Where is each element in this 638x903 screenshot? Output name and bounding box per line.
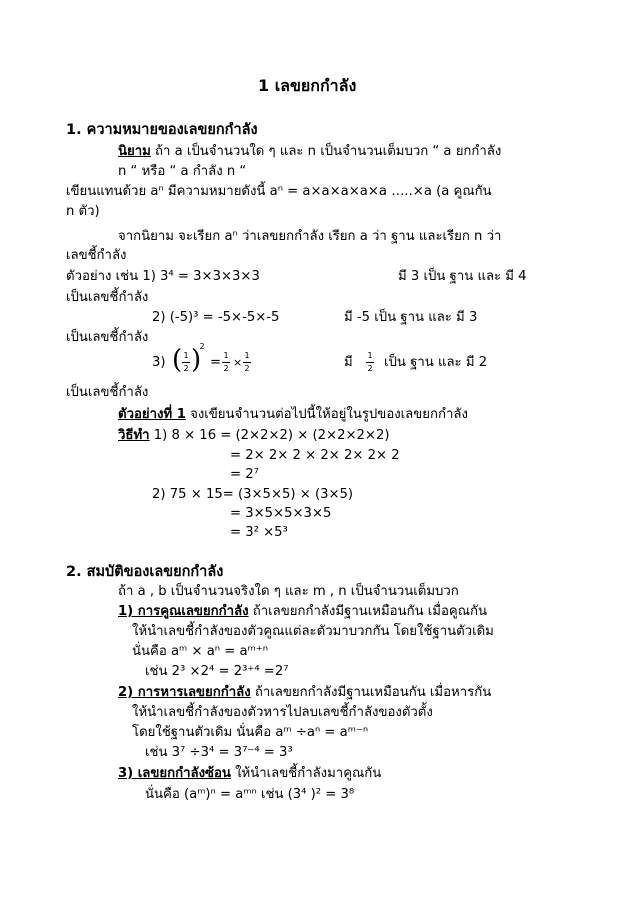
solution-line-1	[118, 427, 390, 445]
property-1-text: ถ้าเลขยกกำลังมีฐานเหมือนกัน เมื่อคูณกัน	[248, 604, 487, 619]
property-3-formula: นั่นคือ (aᵐ)ⁿ = aᵐⁿ เช่น (3⁴ )² = 3⁸	[145, 787, 355, 802]
section-2-heading: 2. สมบัติของเลขยกกำลัง	[66, 564, 224, 580]
example-c-continued: เป็นเลขชี้กำลัง	[66, 385, 149, 400]
solution-line-3: = 2⁷	[230, 467, 259, 482]
property-1-label: 1) การคูณเลขยกกำลัง	[118, 604, 249, 619]
section-1-heading: 1. ความหมายของเลขยกกำลัง	[66, 122, 258, 138]
definition-line-4: n ตัว)	[66, 204, 100, 219]
fraction-numerator: 1	[223, 351, 229, 360]
example-a-result: มี 3 เป็น ฐาน และ มี 4	[398, 269, 527, 284]
terminology-line-1: จากนิยาม จะเรียก aⁿ ว่าเลขยกกำลัง เรียก a ว่า ฐาน และเรียก n ว่า	[118, 229, 502, 244]
property-3-label: 3) เลขยกกำลังซ้อน	[118, 766, 231, 781]
terminology-line-2: เลขชี้กำลัง	[66, 248, 127, 263]
example-b-result: มี -5 เป็น ฐาน และ มี 3	[344, 310, 478, 325]
property-1-heading	[118, 603, 487, 621]
property-1-line-2: ให้นำเลขชี้กำลังของตัวคูณแต่ละตัวมาบวกกัน โดยใช้ฐานตัวเดิม	[132, 624, 494, 639]
example-1-label: ตัวอย่างที่ 1	[118, 407, 186, 422]
solution-line-2: = 2× 2× 2 × 2× 2× 2× 2	[230, 448, 400, 463]
fraction-bar	[222, 362, 230, 363]
definition-line-2: n “ หรือ “ a กำลัง n “	[118, 164, 247, 179]
example-c-exponent: 2	[199, 342, 205, 351]
right-parenthesis: )	[191, 345, 202, 375]
example-c-result-prefix: มี	[344, 355, 353, 370]
times-sign: ×	[233, 356, 243, 369]
fraction-denominator: 2	[223, 364, 229, 373]
example-a: ตัวอย่าง เช่น 1) 3⁴ = 3×3×3×3	[66, 269, 260, 284]
example-c-number: 3)	[152, 355, 166, 370]
fraction-denominator: 2	[244, 364, 250, 373]
definition-line-1	[118, 143, 501, 161]
solution-line-5: = 3×5×5×3×5	[230, 506, 332, 521]
example-1-heading	[118, 406, 468, 424]
section-2-intro: ถ้า a , b เป็นจำนวนจริงใด ๆ และ m , n เป็นจำนวนเต็มบวก	[118, 584, 459, 599]
fraction-denominator: 2	[183, 364, 189, 373]
property-1-formula: นั่นคือ aᵐ × aⁿ = aᵐ⁺ⁿ	[132, 644, 268, 659]
fraction-bar	[182, 362, 190, 363]
property-2-label: 2) การหารเลขยกกำลัง	[118, 685, 251, 700]
solution-line-6: = 3² ×5³	[230, 525, 288, 540]
property-2-heading	[118, 684, 491, 702]
example-c-result: เป็น ฐาน และ มี 2	[384, 355, 488, 370]
property-3-heading	[118, 765, 381, 783]
property-2-line-2: ให้นำเลขชี้กำลังของตัวหารไปลบเลขชี้กำลังของตัวตั้ง	[132, 705, 433, 720]
example-1-instruction: จงเขียนจำนวนต่อไปนี้ให้อยู่ในรูปของเลขยกกำลัง	[185, 407, 468, 422]
solution-line-4: 2) 75 × 15= (3×5×5) × (3×5)	[152, 487, 354, 502]
property-3-text: ให้นำเลขชี้กำลังมาคูณกัน	[230, 766, 382, 781]
fraction-denominator: 2	[367, 364, 373, 373]
left-parenthesis: (	[172, 345, 183, 375]
definition-line-3: เขียนแทนด้วย aⁿ มีความหมายดังนี้ aⁿ = a×a×a×a×a …..×a (a คูณกัน	[66, 184, 492, 199]
example-a-continued: เป็นเลขชี้กำลัง	[66, 290, 149, 305]
solution-step: 1) 8 × 16 = (2×2×2) × (2×2×2×2)	[149, 428, 390, 443]
example-b-continued: เป็นเลขชี้กำลัง	[66, 330, 149, 345]
definition-text: ถ้า a เป็นจำนวนใด ๆ และ n เป็นจำนวนเต็มบวก “ a ยกกำลัง	[150, 144, 502, 159]
fraction-bar	[243, 362, 251, 363]
property-2-example: เช่น 3⁷ ÷3⁴ = 3⁷⁻⁴ = 3³	[145, 745, 293, 760]
page-title: 1 เลขยกกำลัง	[258, 76, 357, 95]
fraction-numerator: 1	[367, 351, 373, 360]
property-1-example: เช่น 2³ ×2⁴ = 2³⁺⁴ =2⁷	[145, 664, 289, 679]
equals-sign: =	[210, 355, 222, 370]
solution-label: วิธีทำ	[118, 428, 150, 443]
property-2-text: ถ้าเลขยกกำลังมีฐานเหมือนกัน เมื่อหารกัน	[250, 685, 492, 700]
fraction-numerator: 1	[244, 351, 250, 360]
definition-label: นิยาม	[118, 144, 151, 159]
example-b: 2) (-5)³ = -5×-5×-5	[152, 310, 280, 325]
fraction-numerator: 1	[183, 351, 189, 360]
property-2-formula: โดยใช้ฐานตัวเดิม นั่นคือ aᵐ ÷aⁿ = aᵐ⁻ⁿ	[132, 725, 369, 740]
fraction-bar	[366, 362, 374, 363]
